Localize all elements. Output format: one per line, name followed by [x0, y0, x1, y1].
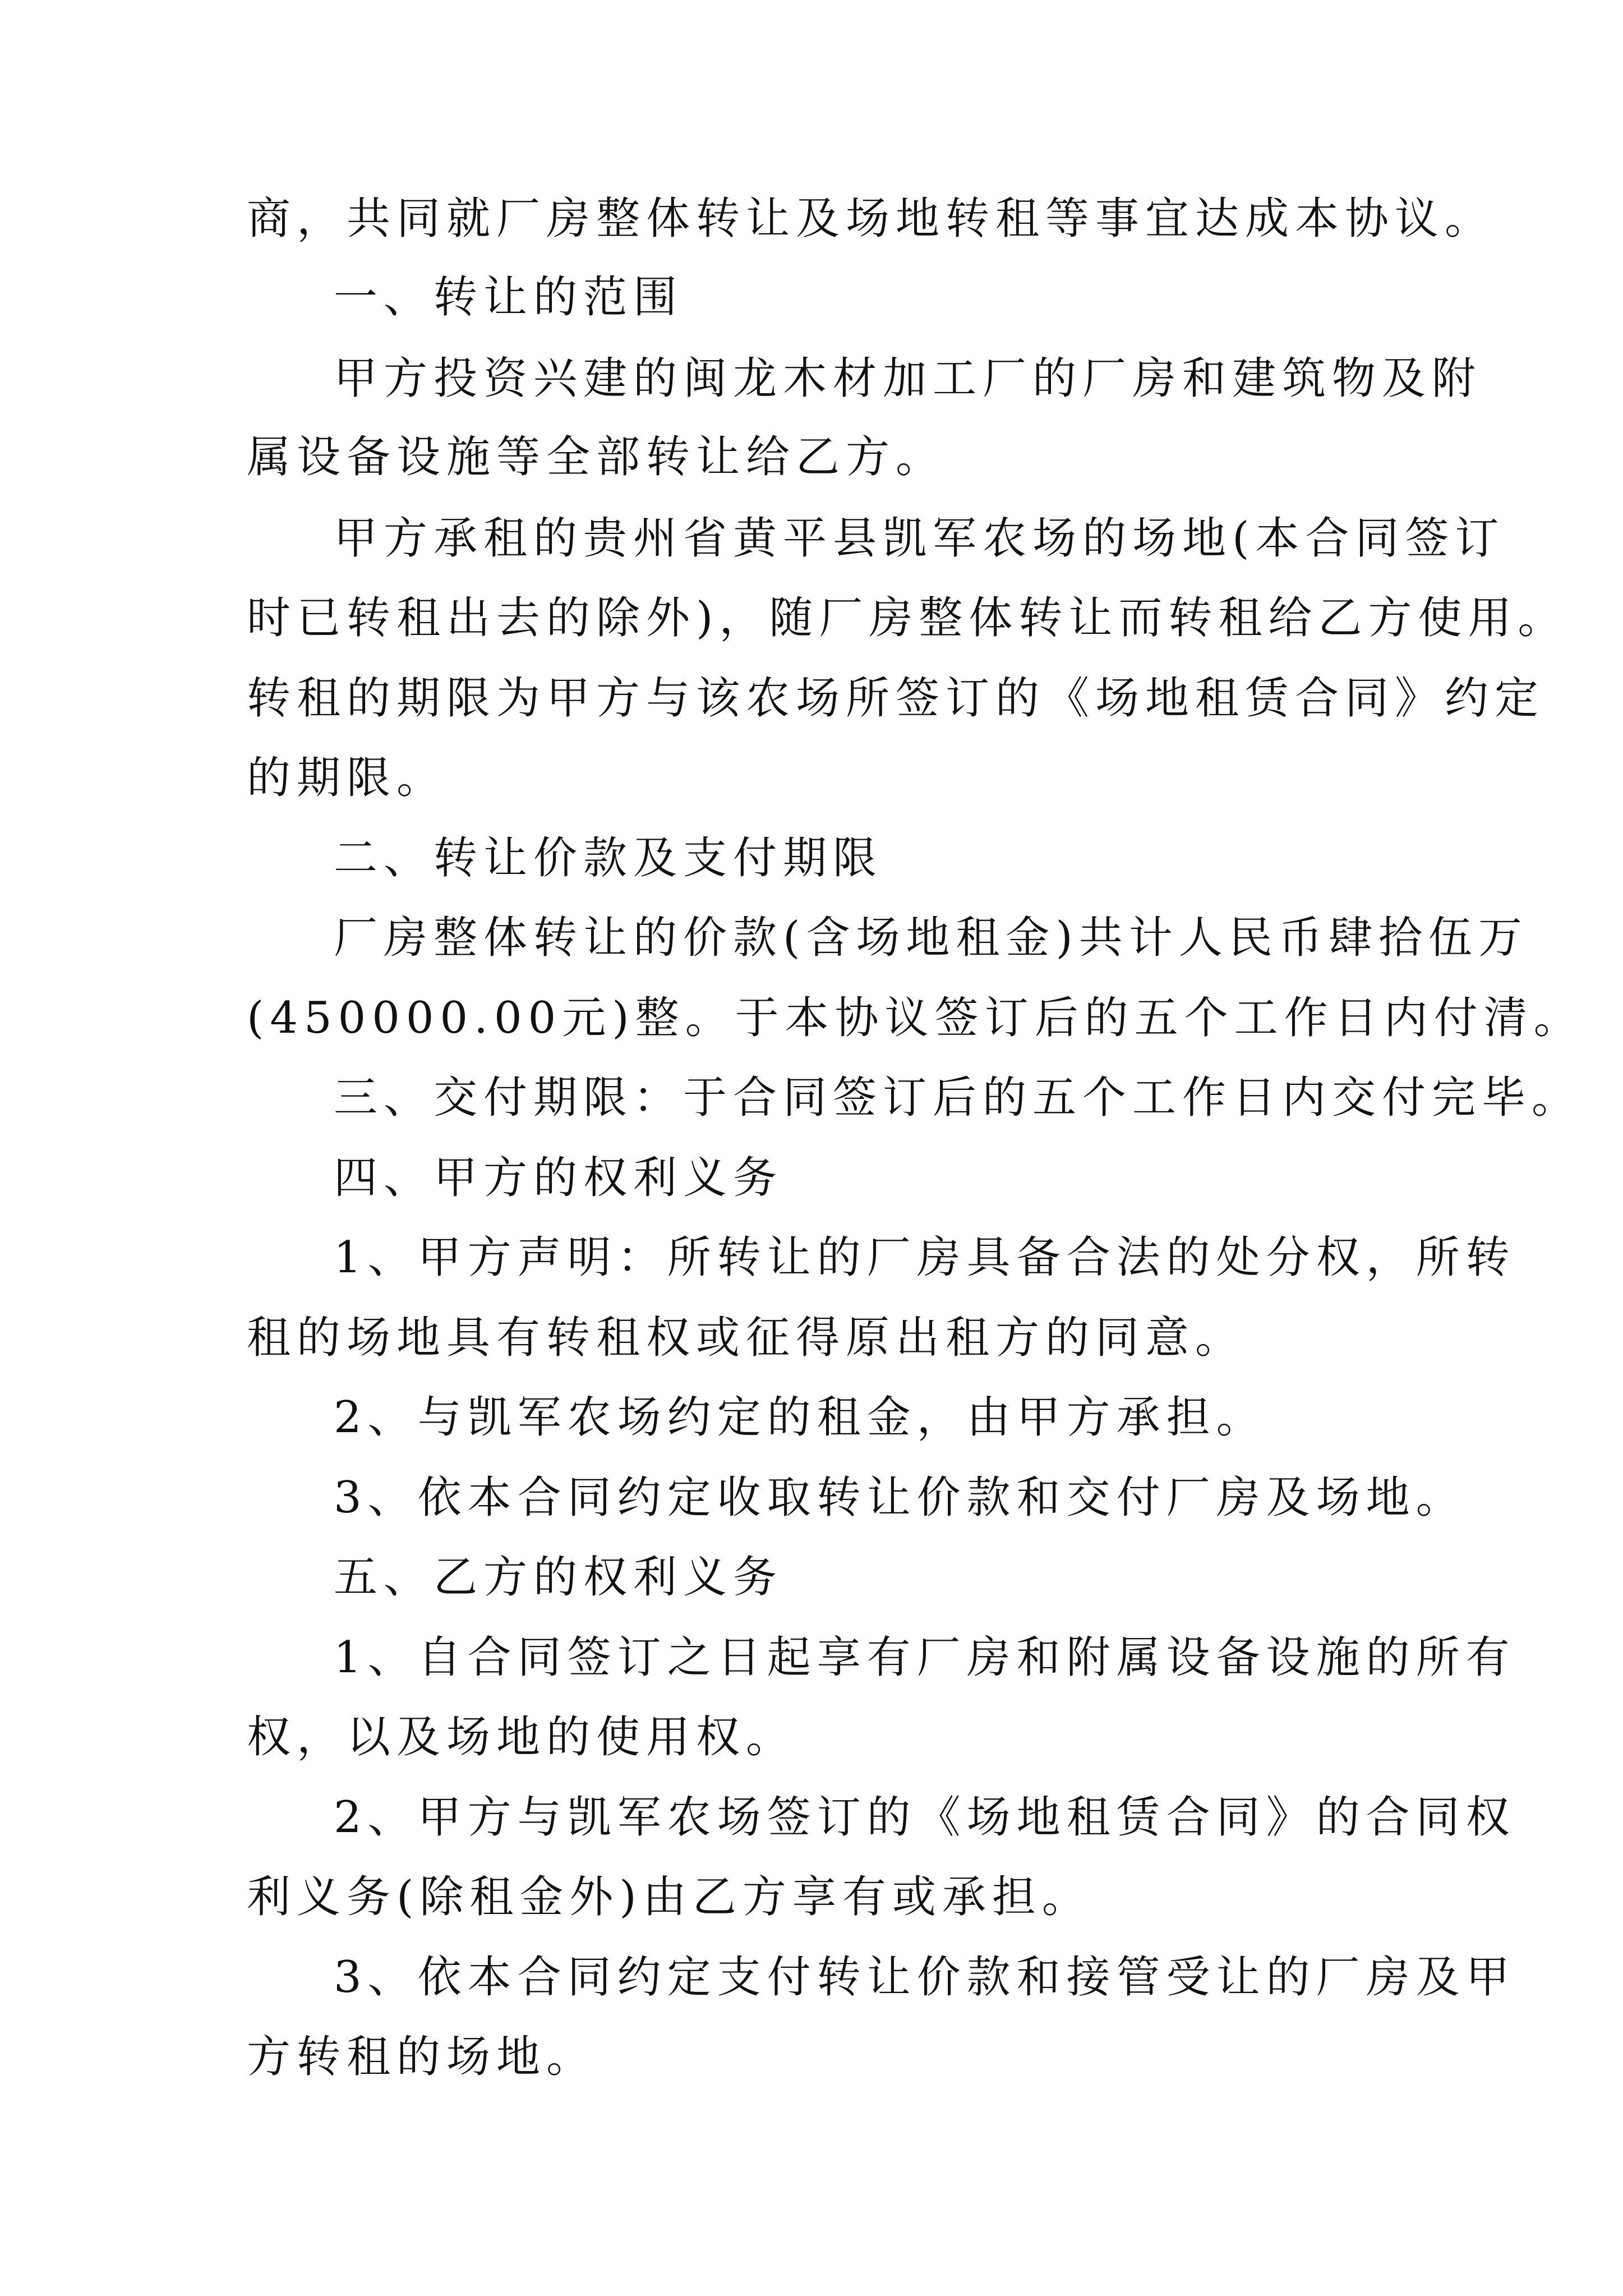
- text-line: (450000.00元)整。于本协议签订后的五个工作日内付清。: [247, 993, 1584, 1043]
- section-heading: 三、交付期限：于合同签订后的五个工作日内交付完毕。: [334, 1073, 1582, 1123]
- text-line: 转租的期限为甲方与该农场所签订的《场地租赁合同》约定: [247, 673, 1545, 724]
- text-line: 2、与凯军农场约定的租金，由甲方承担。: [334, 1392, 1266, 1443]
- text-line: 商，共同就厂房整体转让及场地转租等事宜达成本协议。: [247, 194, 1495, 244]
- text-line: 1、甲方声明：所转让的厂房具备合法的处分权，所转: [334, 1232, 1516, 1283]
- text-line: 2、甲方与凯军农场签订的《场地租赁合同》的合同权: [334, 1792, 1516, 1843]
- text-line: 属设备设施等全部转让给乙方。: [247, 432, 946, 482]
- text-line: 权，以及场地的使用权。: [247, 1712, 796, 1763]
- text-line: 3、依本合同约定支付转让价款和接管受让的厂房及甲: [334, 1952, 1516, 2003]
- section-heading: 一、转让的范围: [334, 272, 684, 323]
- text-line: 的期限。: [247, 753, 447, 803]
- section-heading: 四、甲方的权利义务: [334, 1153, 783, 1203]
- text-line: 厂房整体转让的价款(含场地租金)共计人民币肆拾伍万: [334, 913, 1528, 963]
- text-line: 时已转租出去的除外)，随厂房整体转让而转租给乙方使用。: [247, 593, 1568, 643]
- section-heading: 二、转让价款及支付期限: [334, 833, 883, 884]
- text-line: 甲方承租的贵州省黄平县凯军农场的场地(本合同签订: [334, 513, 1505, 564]
- section-heading: 五、乙方的权利义务: [334, 1552, 783, 1603]
- text-line: 方转租的场地。: [247, 2032, 597, 2082]
- text-line: 甲方投资兴建的闽龙木材加工厂的厂房和建筑物及附: [334, 353, 1482, 404]
- text-line: 1、自合同签订之日起享有厂房和附属设备设施的所有: [334, 1632, 1516, 1683]
- text-line: 租的场地具有转租权或征得原出租方的同意。: [247, 1313, 1246, 1363]
- text-line: 利义务(除租金外)由乙方享有或承担。: [247, 1872, 1092, 1922]
- text-line: 3、依本合同约定收取转让价款和交付厂房及场地。: [334, 1473, 1466, 1523]
